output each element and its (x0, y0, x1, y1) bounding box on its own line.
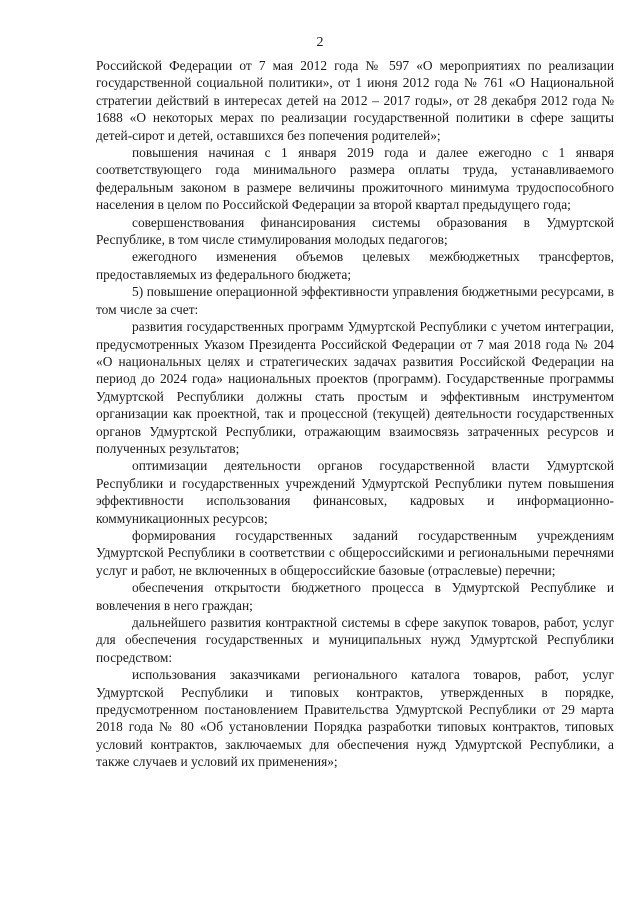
paragraph: повышения начиная с 1 января 2019 года и далее ежегодно с 1 января соответствующего года минимального размера оплаты труда, устанавливаемого федеральным законом в размере величины прожиточного минимума трудоспособного населения в целом по Российской Федерации за второй квартал предыдущего года; (96, 145, 614, 213)
paragraph: ежегодного изменения объемов целевых межбюджетных трансфертов, предоставляемых из федерального бюджета; (96, 249, 614, 282)
paragraph: Российской Федерации от 7 мая 2012 года № 597 «О мероприятиях по реализации государственной социальной политики», от 1 июня 2012 года № 761 «О Национальной стратегии действий в интересах детей на 2012 – 2017 годы», от 28 декабря 2012 года № 1688 «О некоторых мерах по реализации государственной политики в сфере защиты детей-сирот и детей, оставшихся без попечения родителей»; (96, 58, 614, 143)
page-number: 2 (316, 35, 324, 50)
paragraph: обеспечения открытости бюджетного процесса в Удмуртской Республике и вовлечения в него граждан; (96, 580, 614, 613)
document-body (96, 57, 614, 771)
paragraph: развития государственных программ Удмуртской Республики с учетом интеграции, предусмотренных Указом Президента Российской Федерации от 7 мая 2018 года № 204 «О национальных целях и стратегических задачах развития Российской Федерации на период до 2024 года» национальных проектов (программ). Государственные программы Удмуртской Республики должны стать простым и эффективным инструментом организации как проектной, так и процессной (текущей) деятельности государственных органов Удмуртской Республики, отражающим взаимосвязь затраченных ресурсов и полученных результатов; (96, 319, 614, 456)
paragraph: оптимизации деятельности органов государственной власти Удмуртской Республики и государственных учреждений Удмуртской Республики путем повышения эффективности использования финансовых, кадровых и информационно-коммуникационных ресурсов; (96, 458, 614, 526)
paragraph: дальнейшего развития контрактной системы в сфере закупок товаров, работ, услуг для обеспечения государственных и муниципальных нужд Удмуртской Республики посредством: (96, 615, 614, 665)
paragraph: совершенствования финансирования системы образования в Удмуртской Республике, в том числе стимулирования молодых педагогов; (96, 214, 614, 248)
paragraph: 5) повышение операционной эффективности управления бюджетными ресурсами, в том числе за счет: (96, 284, 614, 317)
paragraph: использования заказчиками регионального каталога товаров, работ, услуг Удмуртской Республики и типовых контрактов, утвержденных в порядке, предусмотренном постановлением Правительства Удмуртской Республики от 29 марта 2018 года № 80 «Об установлении Порядка разработки типовых контрактов, типовых условий контрактов, заключаемых для обеспечения нужд Удмуртской Республики, а также случаев и условий их применения»; (96, 667, 614, 770)
paragraph: формирования государственных заданий государственным учреждениям Удмуртской Республики в соответствии с общероссийскими и региональными перечнями услуг и работ, не включенных в общероссийские базовые (отраслевые) перечни; (96, 527, 614, 578)
